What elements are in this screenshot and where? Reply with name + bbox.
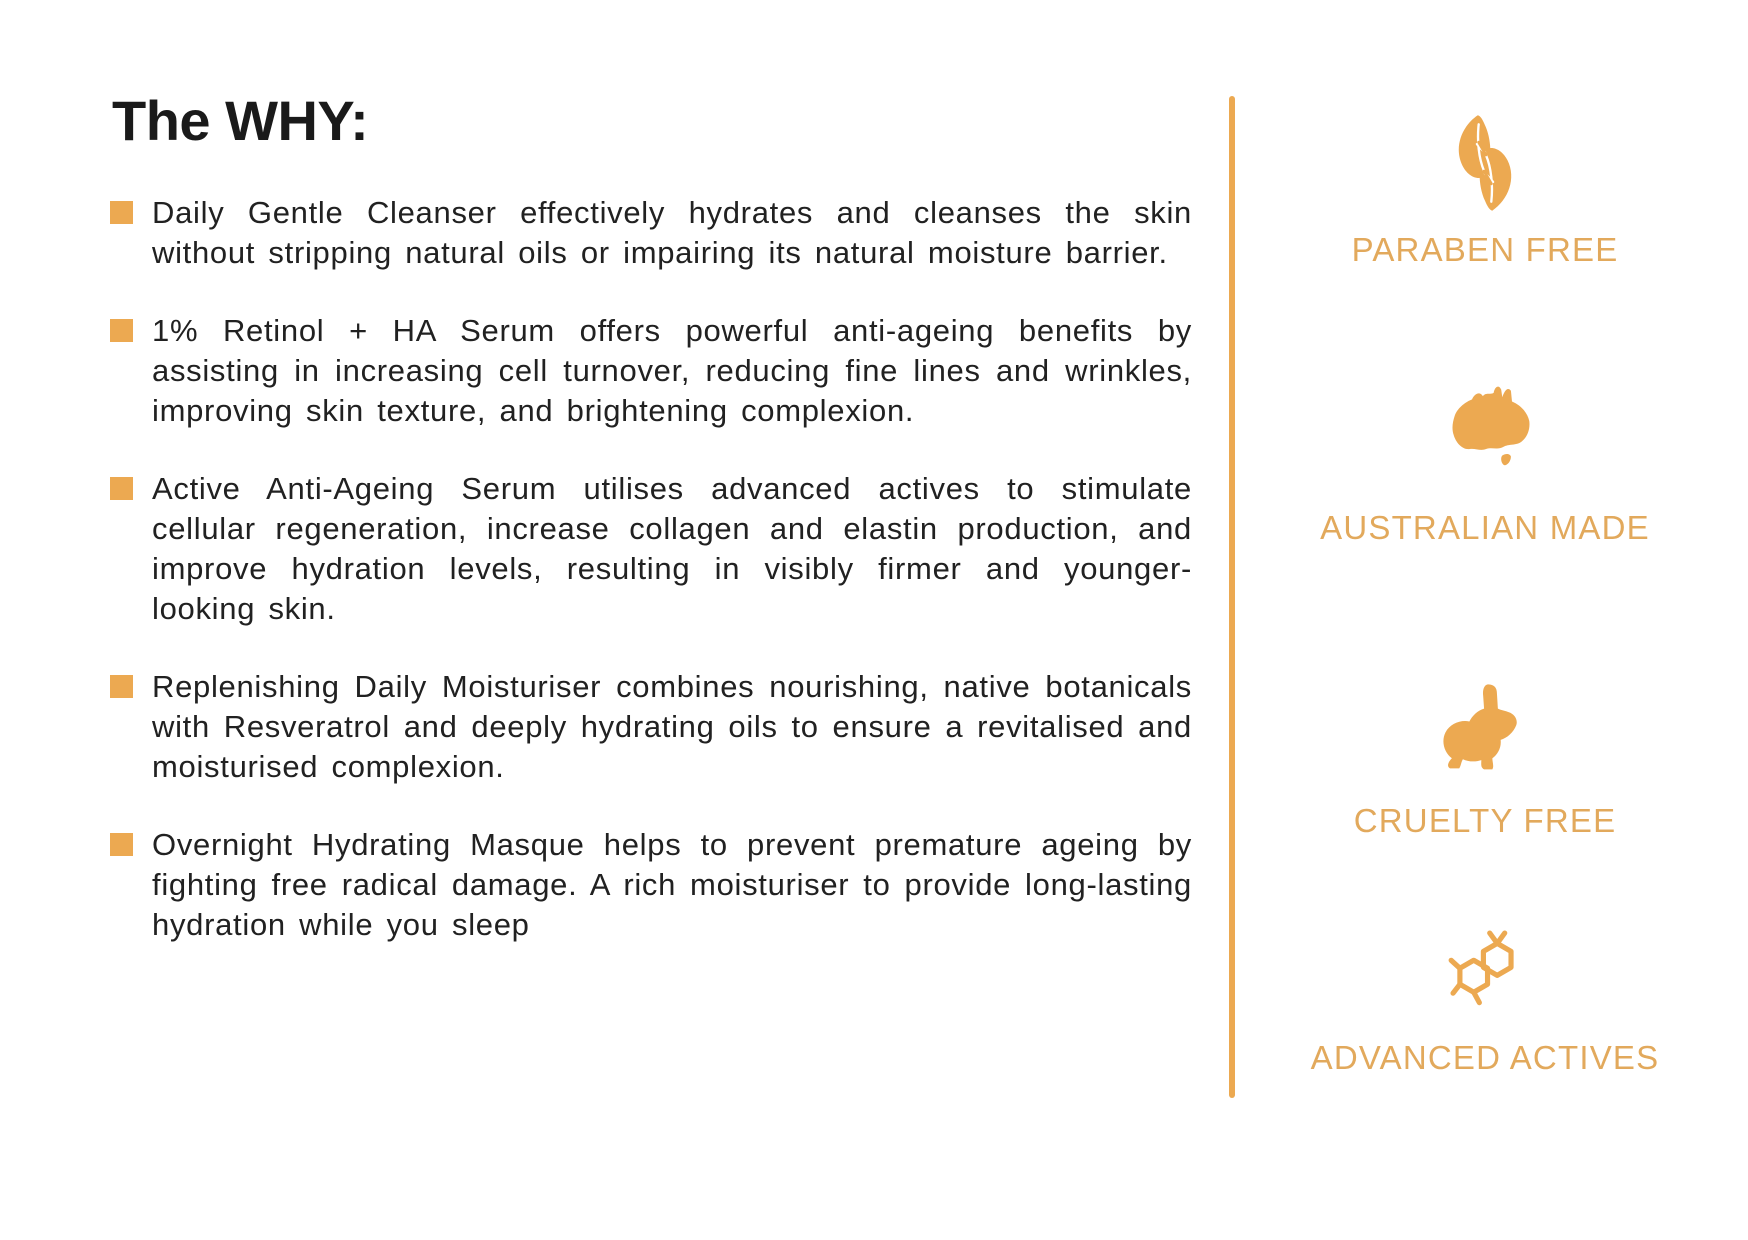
badge-advanced-actives [1250,913,1720,1077]
badge-rail [1250,0,1720,1240]
bullet-text-retinol-ha-serum: 1% Retinol + HA Serum offers powerful anti-ageing benefits by assisting in increasing cell turnover, reducing fine lines and wrinkles, improving skin texture, and brightening complexion. [152,313,1192,428]
badge-cruelty-free [1250,678,1720,840]
page-title: The WHY: [112,89,369,152]
badge-label: PARABEN FREE [1351,231,1619,268]
bullet-text-replenishing-daily-moisturiser: Replenishing Daily Moisturiser combines nourishing, native botanicals with Resveratrol and deeply hydrating oils to ensure a revitalised and moisturised complexion. [152,669,1192,784]
badge-label: ADVANCED ACTIVES [1310,1039,1660,1076]
bullet-text-daily-gentle-cleanser: Daily Gentle Cleanser effectively hydrates and cleanses the skin without stripping natural oils or impairing its natural moisture barrier. [152,195,1192,270]
bullet-text-overnight-hydrating-masque: Overnight Hydrating Masque helps to prevent premature ageing by fighting free radical damage. A rich moisturiser to provide long-lasting hydration while you sleep [152,827,1192,942]
leaf-icon [1250,113,1720,213]
list-item [110,825,1192,945]
bullet-square-icon [110,201,133,224]
list-item [110,311,1192,431]
rabbit-icon [1250,678,1720,776]
bullet-square-icon [110,833,133,856]
badge-paraben-free [1250,113,1720,269]
badge-label: CRUELTY FREE [1353,802,1617,839]
list-item [110,667,1192,787]
bullet-text-active-anti-ageing-serum: Active Anti-Ageing Serum utilises advanced actives to stimulate cellular regeneration, increase collagen and elastin production, and improve hydration levels, resulting in visibly firmer and younger-looking skin. [152,471,1192,626]
australia-icon [1250,371,1720,485]
vertical-divider [1229,96,1235,1098]
bullet-square-icon [110,319,133,342]
bullet-square-icon [110,675,133,698]
bullet-list [110,193,1192,983]
list-item [110,469,1192,629]
molecule-icon [1250,913,1720,1017]
list-item [110,193,1192,273]
bullet-square-icon [110,477,133,500]
badge-label: AUSTRALIAN MADE [1320,509,1650,546]
badge-australian-made [1250,371,1720,547]
